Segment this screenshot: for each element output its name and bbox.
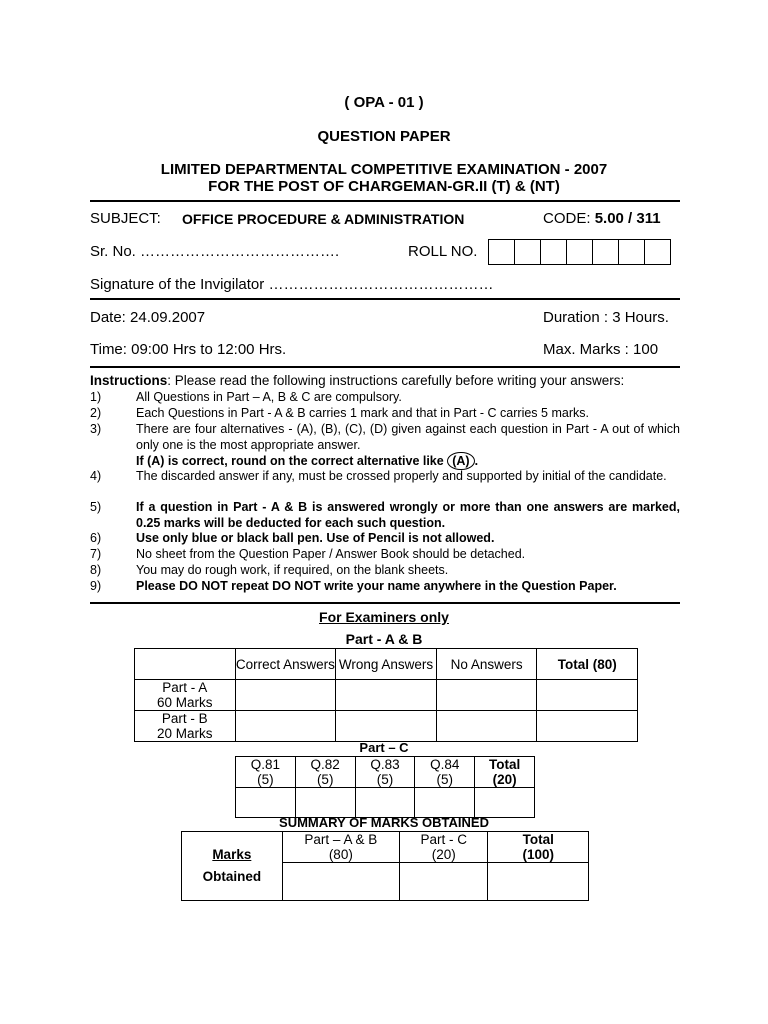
roll-number-label: ROLL NO.	[408, 243, 478, 260]
roll-digit-box[interactable]	[489, 240, 515, 265]
row-label-part-a: Part - A 60 Marks	[135, 680, 236, 711]
code-field	[543, 210, 661, 227]
circled-answer-example: (A)	[447, 452, 474, 470]
roll-number-boxes[interactable]	[488, 239, 671, 265]
header-total-20: Total (20)	[475, 757, 535, 788]
table-corner-cell	[135, 649, 236, 680]
exam-title: LIMITED DEPARTMENTAL COMPETITIVE EXAMINATION - 2007	[160, 161, 608, 178]
marks-entry-cell[interactable]	[295, 788, 355, 818]
exam-date: Date: 24.09.2007	[90, 309, 206, 326]
header-correct-answers: Correct Answers	[235, 649, 336, 680]
divider	[90, 298, 680, 300]
marks-entry-cell[interactable]	[399, 863, 488, 901]
roll-digit-box[interactable]	[619, 240, 645, 265]
marks-entry-cell[interactable]	[282, 863, 399, 901]
marks-entry-cell[interactable]	[436, 680, 537, 711]
max-marks: Max. Marks : 100	[543, 341, 659, 358]
instruction-item-3-note: If (A) is correct, round on the correct alternative like (A) .	[136, 454, 479, 468]
roll-digit-box[interactable]	[593, 240, 619, 265]
divider	[90, 200, 680, 202]
marks-entry-cell[interactable]	[475, 788, 535, 818]
part-ab-table	[134, 648, 638, 742]
roll-digit-box[interactable]	[541, 240, 567, 265]
header-q83: Q.83 (5)	[355, 757, 415, 788]
marks-entry-cell[interactable]	[235, 711, 336, 742]
header-total-80: Total (80)	[537, 649, 638, 680]
marks-entry-cell[interactable]	[537, 680, 638, 711]
header-q81: Q.81 (5)	[236, 757, 296, 788]
summary-title: SUMMARY OF MARKS OBTAINED	[279, 815, 489, 830]
marks-entry-cell[interactable]	[235, 680, 336, 711]
summary-header-part-c: Part - C (20)	[399, 832, 488, 863]
roll-digit-box[interactable]	[515, 240, 541, 265]
header-q84: Q.84 (5)	[415, 757, 475, 788]
summary-header-total: Total (100)	[488, 832, 589, 863]
marks-entry-cell[interactable]	[236, 788, 296, 818]
marks-obtained-label: Marks Obtained	[182, 832, 283, 901]
serial-number-field[interactable]: Sr. No. ………………………………….	[90, 243, 340, 260]
roll-digit-box[interactable]	[645, 240, 671, 265]
marks-entry-cell[interactable]	[436, 711, 537, 742]
code-value: 5.00 / 311	[594, 210, 661, 227]
part-c-title: Part – C	[359, 740, 409, 755]
divider	[90, 602, 680, 604]
header-q82: Q.82 (5)	[295, 757, 355, 788]
doc-type-title: QUESTION PAPER	[317, 128, 451, 145]
instructions-label: Instructions	[90, 373, 168, 388]
roll-digit-box[interactable]	[567, 240, 593, 265]
invigilator-signature-field[interactable]: Signature of the Invigilator ………………………………………	[90, 276, 494, 293]
paper-code: ( OPA - 01 )	[344, 94, 424, 111]
code-label: CODE:	[543, 210, 591, 227]
exam-time: Time: 09:00 Hrs to 12:00 Hrs.	[90, 341, 287, 358]
subject-label: SUBJECT:	[90, 210, 161, 227]
marks-entry-cell[interactable]	[488, 863, 589, 901]
header-no-answers: No Answers	[436, 649, 537, 680]
part-ab-title: Part - A & B	[345, 631, 423, 647]
instructions-intro: : Please read the following instructions carefully before writing your answers:	[167, 373, 625, 388]
marks-entry-cell[interactable]	[537, 711, 638, 742]
marks-entry-cell[interactable]	[336, 711, 437, 742]
part-c-table	[235, 756, 535, 818]
post-title: FOR THE POST OF CHARGEMAN-GR.II (T) & (NT)	[208, 178, 560, 195]
examiners-heading: For Examiners only	[319, 609, 449, 625]
header-wrong-answers: Wrong Answers	[336, 649, 437, 680]
marks-entry-cell[interactable]	[415, 788, 475, 818]
instructions-heading	[90, 373, 624, 388]
row-label-part-b: Part - B 20 Marks	[135, 711, 236, 742]
subject-value: OFFICE PROCEDURE & ADMINISTRATION	[182, 211, 465, 227]
summary-table	[181, 831, 589, 901]
divider	[90, 366, 680, 368]
marks-entry-cell[interactable]	[355, 788, 415, 818]
marks-entry-cell[interactable]	[336, 680, 437, 711]
exam-duration: Duration : 3 Hours.	[543, 309, 669, 326]
summary-header-part-ab: Part – A & B (80)	[282, 832, 399, 863]
